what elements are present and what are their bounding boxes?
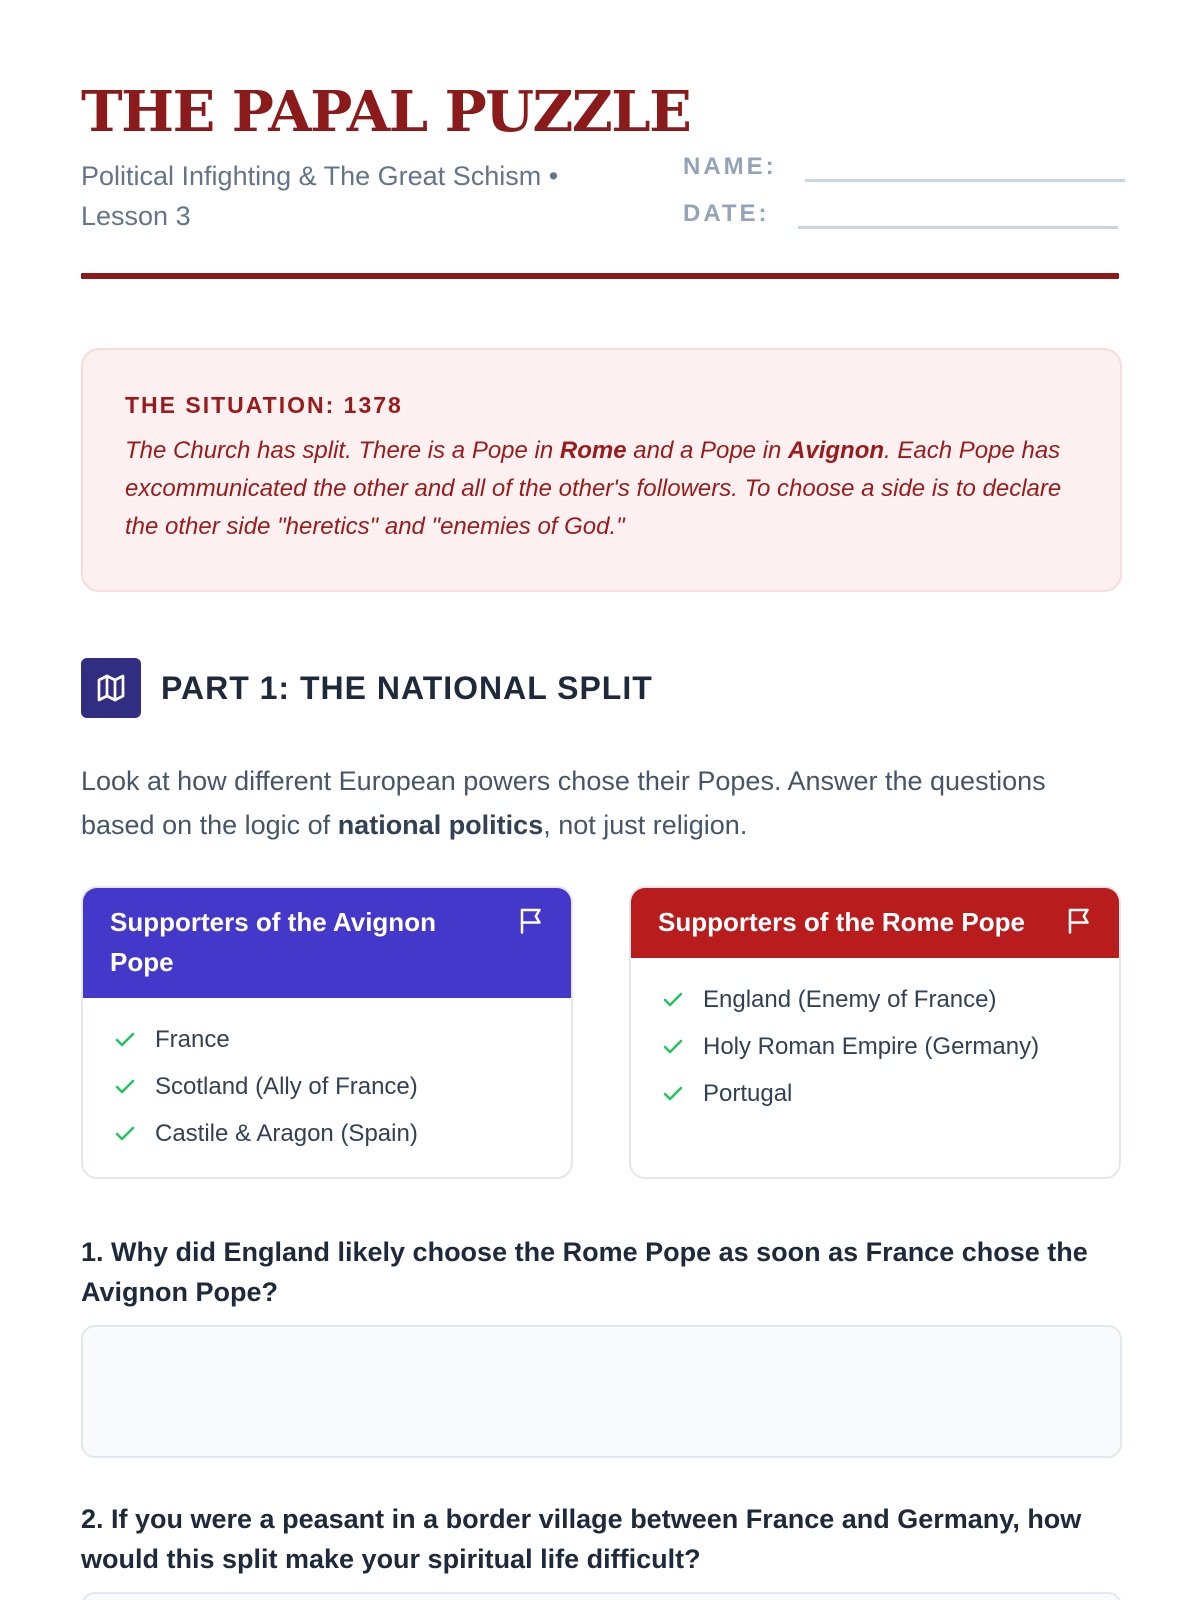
situation-text-part: The Church has split. There is a Pope in <box>125 437 560 464</box>
page-title: THE PAPAL PUZZLE <box>81 79 691 145</box>
date-row <box>683 199 1118 229</box>
flag-icon <box>1065 904 1095 947</box>
list-item <box>113 1063 541 1110</box>
rome-card-header <box>631 888 1119 958</box>
worksheet-header <box>81 0 1119 280</box>
situation-avignon: Avignon <box>788 437 885 464</box>
situation-text <box>125 432 1078 546</box>
list-item <box>113 1110 541 1157</box>
check-icon <box>661 988 689 1012</box>
situation-rome: Rome <box>559 437 627 464</box>
avignon-supporters-list <box>83 998 571 1175</box>
date-label: DATE: <box>683 200 770 227</box>
avignon-card-title: Supporters of the Avignon Pope <box>110 907 436 977</box>
rome-supporters-card <box>629 886 1121 1179</box>
answer-box-1[interactable] <box>81 1325 1122 1458</box>
situation-box <box>81 348 1122 592</box>
list-item <box>113 1016 541 1063</box>
name-label: NAME: <box>683 153 777 180</box>
list-item-label: Castile & Aragon (Spain) <box>155 1119 418 1147</box>
check-icon <box>661 1035 689 1059</box>
list-item <box>661 976 1089 1023</box>
rome-supporters-list <box>631 958 1119 1135</box>
date-field[interactable] <box>798 203 1118 229</box>
part1-heading <box>81 658 653 718</box>
question-1: 1. Why did England likely choose the Rome Pope as soon as France chose the Avignon Pope? <box>81 1237 1088 1307</box>
name-row <box>683 152 1125 182</box>
situation-text-part: and a Pope in <box>626 437 789 464</box>
header-divider <box>81 273 1119 279</box>
list-item-label: Scotland (Ally of France) <box>155 1072 418 1100</box>
check-icon <box>113 1122 141 1146</box>
situation-heading: THE SITUATION: 1378 <box>125 392 403 418</box>
rome-card-title: Supporters of the Rome Pope <box>658 907 1025 937</box>
intro-text-part: , not just religion. <box>543 810 748 840</box>
situation-text-part: . Each Pope has excommunicated the other and all of the other's followers. To choose a side is to declare the other side "heretics" and "enemies of God." <box>125 437 1062 540</box>
avignon-card-header <box>83 888 571 998</box>
question-2: 2. If you were a peasant in a border village between France and Germany, how would this split make your spiritual life difficult? <box>81 1504 1082 1574</box>
list-item-label: Holy Roman Empire (Germany) <box>703 1032 1040 1060</box>
map-icon <box>81 658 141 718</box>
list-item-label: England (Enemy of France) <box>703 985 997 1013</box>
name-field[interactable] <box>805 156 1125 182</box>
part1-intro <box>81 759 1122 847</box>
list-item <box>661 1070 1089 1117</box>
list-item-label: France <box>155 1025 230 1053</box>
intro-text-part: Look at how different European powers chose their Popes. Answer the questions based on the logic of <box>81 766 1046 840</box>
page-subtitle: Political Infighting & The Great Schism • Lesson 3 <box>81 161 559 231</box>
flag-icon <box>517 904 547 947</box>
list-item-label: Portugal <box>703 1079 793 1107</box>
check-icon <box>661 1082 689 1106</box>
intro-bold: national politics <box>337 810 544 840</box>
check-icon <box>113 1075 141 1099</box>
avignon-supporters-card <box>81 886 573 1179</box>
list-item <box>661 1023 1089 1070</box>
check-icon <box>113 1028 141 1052</box>
answer-box-2[interactable] <box>81 1592 1122 1600</box>
part1-title: PART 1: THE NATIONAL SPLIT <box>161 669 653 706</box>
